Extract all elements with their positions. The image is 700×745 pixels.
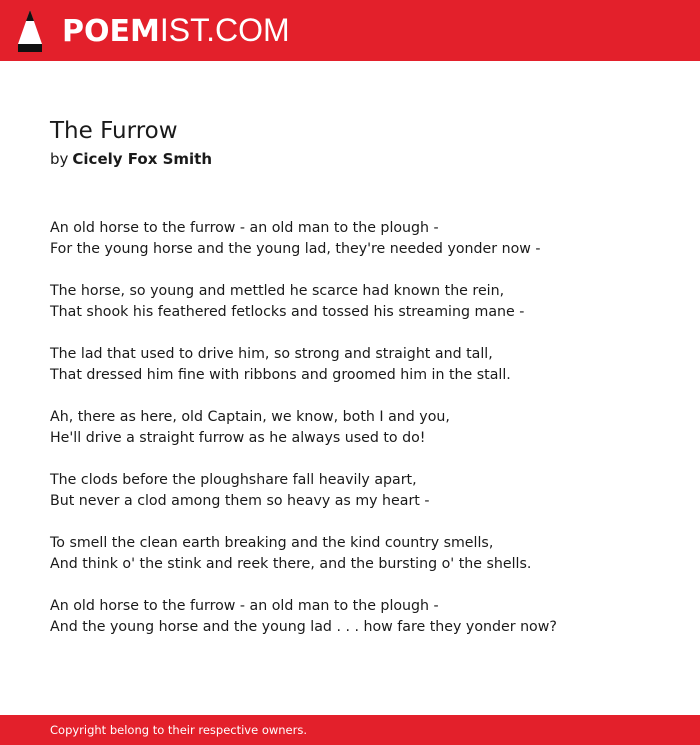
stanza [50, 533, 670, 575]
poem-line: The horse, so young and mettled he scarce had known the rein, [50, 283, 505, 299]
poem-line: And think o' the stink and reek there, and the bursting o' the shells. [50, 556, 532, 572]
stanza [50, 470, 670, 512]
poem-line: That shook his feathered fetlocks and tossed his streaming mane - [50, 304, 525, 320]
poem-body [50, 218, 670, 659]
poem-title: The Furrow [50, 118, 178, 144]
poem-line: Ah, there as here, old Captain, we know, both I and you, [50, 409, 450, 425]
stanza [50, 218, 670, 260]
site-logo[interactable] [62, 12, 290, 48]
site-footer [0, 715, 700, 745]
poem-line: That dressed him fine with ribbons and groomed him in the stall. [50, 367, 511, 383]
poem-line: An old horse to the furrow - an old man to the plough - [50, 598, 439, 614]
poem-line: The lad that used to drive him, so strong and straight and tall, [50, 346, 493, 362]
poem-line: An old horse to the furrow - an old man to the plough - [50, 220, 439, 236]
logo-light-text: IST.COM [159, 12, 290, 48]
stanza [50, 281, 670, 323]
poem-line: He'll drive a straight furrow as he always used to do! [50, 430, 426, 446]
poem-line: For the young horse and the young lad, they're needed yonder now - [50, 241, 541, 257]
byline-by-label: by [50, 150, 69, 168]
byline [50, 148, 212, 170]
stanza [50, 407, 670, 449]
site-header [0, 0, 700, 61]
poem-line: To smell the clean earth breaking and the kind country smells, [50, 535, 494, 551]
pencil-tip-icon [18, 10, 42, 52]
author-name: Cicely Fox Smith [72, 150, 213, 168]
stanza [50, 596, 670, 638]
poem-line: But never a clod among them so heavy as my heart - [50, 493, 430, 509]
logo-bold-text: POEM [62, 14, 160, 49]
poem-line: The clods before the ploughshare fall heavily apart, [50, 472, 417, 488]
stanza [50, 344, 670, 386]
poem-line: And the young horse and the young lad . . . how fare they yonder now? [50, 619, 557, 635]
copyright-text: Copyright belong to their respective owners. [50, 723, 308, 737]
